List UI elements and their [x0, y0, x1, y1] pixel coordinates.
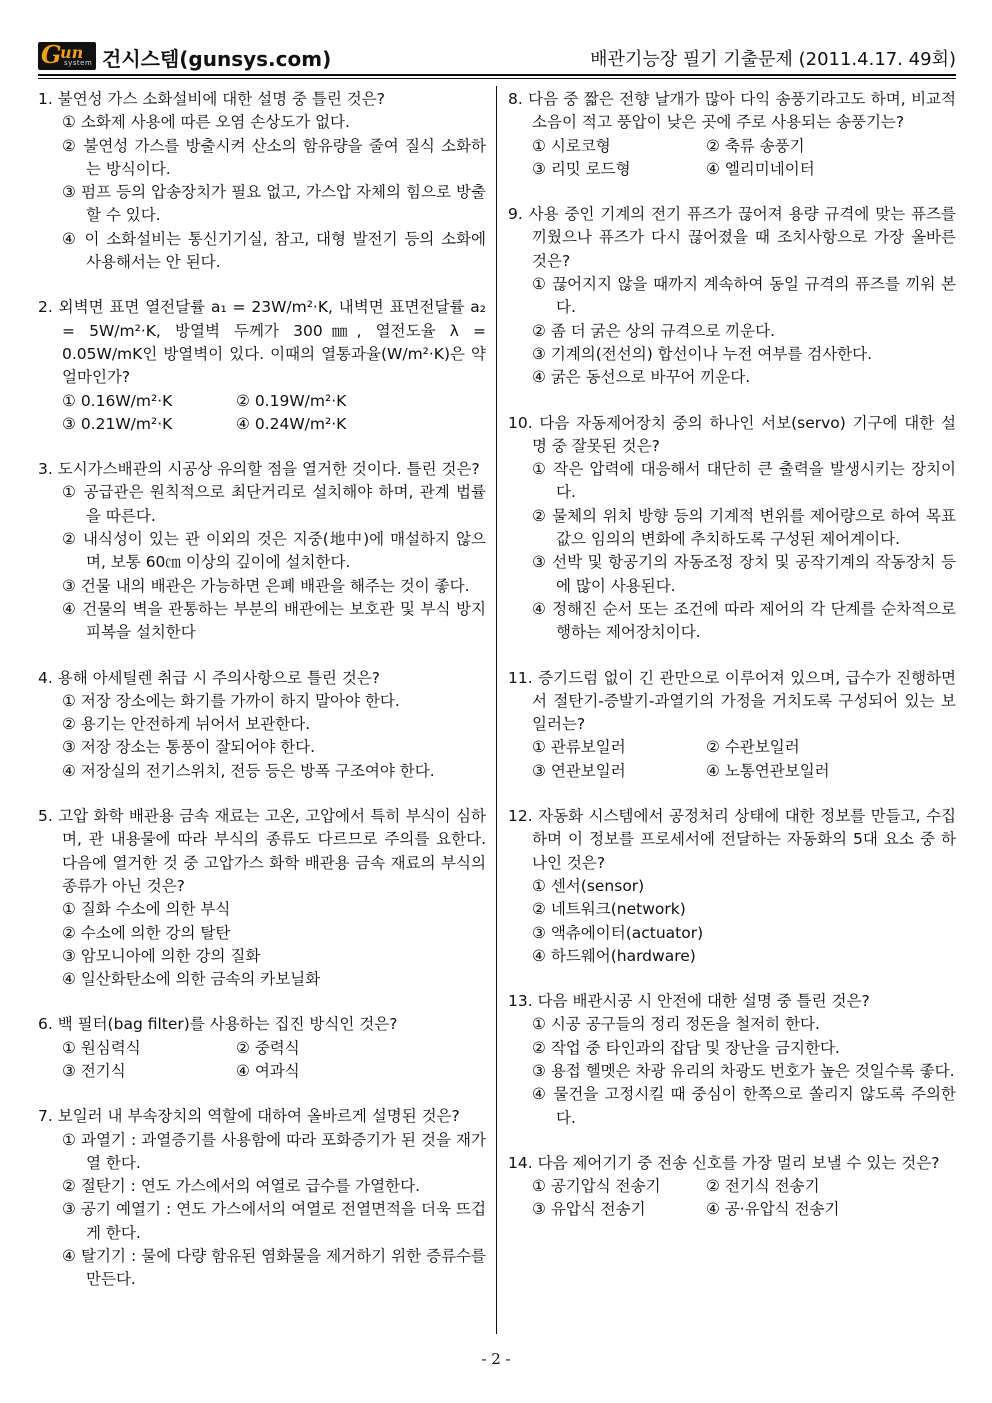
answer-option-row [508, 1198, 956, 1221]
question [508, 203, 956, 389]
answer-option: ④ 굵은 동선으로 바꾸어 끼운다. [532, 368, 751, 387]
answer-option: ③ 건물 내의 배관은 가능하면 은폐 배관을 해주는 것이 좋다. [62, 576, 470, 595]
question [38, 1013, 486, 1083]
answer-option: ① 센서(sensor) [532, 876, 645, 895]
question-stem: 4. 용해 아세틸렌 취급 시 주의사항으로 틀린 것은? [38, 668, 380, 687]
answer-option: ② 네트워크(network) [532, 900, 686, 919]
answer-option: ③ 0.21W/m²·K [62, 414, 173, 433]
answer-option: ① 원심력식 [62, 1038, 141, 1057]
right-column [508, 88, 956, 1244]
answer-option: ① 저장 장소에는 화기를 가까이 하지 말아야 한다. [62, 691, 400, 710]
answer-option: ④ 0.24W/m²·K [236, 414, 347, 433]
question-stem: 2. 외벽면 표면 열전달률 a₁ = 23W/m²·K, 내벽면 표면전달률 a₂ = 5W/m²·K, 방열벽 두께가 300㎜, 열전도율 λ = 0.05W/mK인 방열벽이 있다. 이때의 열통과율(W/m²·K)은 약 얼마인가? [38, 298, 486, 387]
answer-option: ③ 선박 및 항공기의 자동조정 장치 및 공작기계의 작동장치 등에 많이 사용된다. [532, 553, 956, 595]
answer-option: ④ 정해진 순서 또는 조건에 따라 제어의 각 단계를 순차적으로 행하는 제어장치이다. [532, 599, 956, 642]
question [508, 1152, 956, 1222]
question [508, 412, 956, 645]
question-stem: 13. 다음 배관시공 시 안전에 대한 설명 중 틀린 것은? [508, 992, 870, 1011]
question-stem: 1. 불연성 가스 소화설비에 대한 설명 중 틀린 것은? [38, 90, 385, 108]
answer-option: ② 수소에 의한 강의 탈탄 [62, 923, 231, 942]
answer-option: ① 질화 수소에 의한 부식 [62, 900, 231, 919]
column-divider [496, 86, 497, 1334]
answer-option-row [508, 736, 956, 759]
question [38, 458, 486, 644]
question [508, 88, 956, 181]
answer-option: ④ 하드웨어(hardware) [532, 946, 696, 965]
question-stem: 14. 다음 제어기기 중 전송 신호를 가장 멀리 보낼 수 있는 것은? [508, 1153, 940, 1172]
answer-option: ③ 연관보일러 [532, 761, 626, 780]
answer-option: ② 수관보일러 [706, 738, 800, 757]
question [508, 990, 956, 1130]
answer-option: ③ 암모니아에 의한 강의 질화 [62, 946, 261, 965]
answer-option: ④ 일산화탄소에 의한 금속의 카보닐화 [62, 970, 321, 989]
answer-option: ② 물체의 위치 방향 등의 기계적 변위를 제어량으로 하여 목표값으 임의의 변화에 추치하도록 구성된 제어계이다. [532, 506, 956, 549]
exam-title: 배관기능장 필기 기출문제 (2011.4.17. 49회) [590, 49, 956, 70]
answer-option-row [508, 760, 956, 783]
answer-option: ② 불연성 가스를 방출시켜 산소의 함유량을 줄여 질식 소화하는 방식이다. [62, 136, 486, 178]
answer-option-row [38, 390, 486, 413]
answer-option: ① 0.16W/m²·K [62, 391, 173, 410]
page-header [38, 40, 956, 74]
answer-option: ③ 펌프 등의 압송장치가 필요 없고, 가스압 자체의 힘으로 방출할 수 있다. [62, 183, 486, 225]
answer-option-row [508, 158, 956, 181]
answer-option-row [508, 1175, 956, 1198]
site-title: 건시스템(gunsys.com) [102, 47, 332, 71]
question [38, 667, 486, 783]
answer-option: ③ 기계의(전선의) 합선이나 누전 여부를 검사한다. [532, 344, 873, 363]
answer-option-row [508, 135, 956, 158]
answer-option: ④ 공·유압식 전송기 [706, 1200, 840, 1219]
answer-option-row [38, 1037, 486, 1060]
answer-option: ③ 용접 헬멧은 차광 유리의 차광도 번호가 높은 것일수록 좋다. [532, 1061, 955, 1080]
answer-option: ① 시공 공구들의 정리 정돈을 철저히 한다. [532, 1015, 820, 1034]
answer-option: ① 공급관은 원칙적으로 최단거리로 설치해야 하며, 관계 법률을 따른다. [62, 483, 486, 525]
answer-option: ① 소화제 사용에 따른 오염 손상도가 없다. [62, 113, 350, 132]
answer-option: ① 공기압식 전송기 [532, 1177, 661, 1196]
answer-option: ③ 저장 장소는 통풍이 잘되어야 한다. [62, 738, 316, 757]
question-stem: 8. 다음 중 짧은 전향 날개가 많아 다익 송풍기라고도 하며, 비교적 소음이 적고 풍압이 낮은 곳에 주로 사용되는 송풍기는? [508, 90, 956, 132]
header-rule-thin [38, 78, 956, 79]
answer-option: ① 시로코형 [532, 136, 611, 155]
answer-option: ④ 엘리미네이터 [706, 159, 815, 178]
question-stem: 11. 증기드럼 없이 긴 관만으로 이루어져 있으며, 급수가 진행하면서 절탄기-증발기-과열기의 가정을 거치도록 구성되어 있는 보일러는? [508, 668, 956, 734]
question-stem: 10. 다음 자동제어장치 중의 하나인 서보(servo) 기구에 대한 설명 중 잘못된 것은? [508, 413, 956, 455]
answer-option: ④ 노통연관보일러 [706, 761, 830, 780]
question-stem: 12. 자동화 시스템에서 공정처리 상태에 대한 정보를 만들고, 수집하며 이 정보를 프로세서에 전달하는 자동화의 5대 요소 중 하나인 것은? [508, 807, 956, 872]
answer-option: ② 축류 송풍기 [706, 136, 805, 155]
question [508, 805, 956, 968]
question-stem: 3. 도시가스배관의 시공상 유의할 점을 열거한 것이다. 틀린 것은? [38, 460, 480, 479]
answer-option: ① 작은 압력에 대응해서 대단히 큰 출력을 발생시키는 장치이다. [532, 460, 956, 502]
question [38, 88, 486, 274]
answer-option: ④ 건물의 벽을 관통하는 부분의 배관에는 보호관 및 부식 방지 피복을 설치한다 [62, 599, 486, 642]
answer-option: ② 전기식 전송기 [706, 1177, 820, 1196]
brand-logo: G un system [38, 42, 96, 70]
answer-option: ③ 리밋 로드형 [532, 159, 631, 178]
question-stem: 7. 보일러 내 부속장치의 역할에 대하여 올바르게 설명된 것은? [38, 1107, 460, 1126]
answer-option: ① 관류보일러 [532, 738, 626, 757]
answer-option: ② 좀 더 굵은 상의 규격으로 끼운다. [532, 321, 776, 340]
answer-option: ④ 물건을 고정시킬 때 중심이 한쪽으로 쏠리지 않도록 주의한다. [532, 1085, 956, 1127]
answer-option: ② 중력식 [236, 1038, 300, 1057]
answer-option: ② 용기는 안전하게 뉘어서 보관한다. [62, 715, 311, 734]
answer-option: ③ 유압식 전송기 [532, 1200, 646, 1219]
question-stem: 6. 백 필터(bag filter)를 사용하는 집진 방식인 것은? [38, 1015, 398, 1034]
question [38, 296, 486, 436]
question [38, 805, 486, 991]
answer-option: ② 작업 중 타인과의 잡담 및 장난을 금지한다. [532, 1038, 840, 1057]
left-column [38, 88, 486, 1314]
answer-option: ② 내식성이 있는 관 이외의 것은 지중(地中)에 매설하지 않으며, 보통 60㎝ 이상의 깊이에 설치한다. [62, 530, 486, 572]
answer-option: ③ 액츄에이터(actuator) [532, 923, 704, 942]
question [508, 667, 956, 783]
answer-option: ③ 공기 예열기 : 연도 가스에서의 여열로 전열면적을 더욱 뜨겁게 한다. [62, 1200, 486, 1242]
answer-option: ④ 저장실의 전기스위치, 전등 등은 방폭 구조여야 한다. [62, 761, 435, 780]
answer-option: ④ 여과식 [236, 1061, 300, 1080]
answer-option: ② 절탄기 : 연도 가스에서의 여열로 급수를 가열한다. [62, 1177, 420, 1196]
question-stem: 5. 고압 화학 배관용 금속 재료는 고온, 고압에서 특히 부식이 심하며, 관 내용물에 따라 부식의 종류도 다르므로 주의를 요한다. 다음에 열거한 것 중 고압가스 화학 배관용 금속 재료의 부식의 종류가 아닌 것은? [38, 807, 486, 895]
answer-option: ④ 이 소화설비는 통신기기실, 참고, 대형 발전기 등의 소화에 사용해서는 안 된다. [62, 229, 486, 272]
page-number: - 2 - [481, 1350, 511, 1368]
answer-option: ① 과열기 : 과열증기를 사용함에 따라 포화증기가 된 것을 재가열 한다. [62, 1130, 486, 1172]
answer-option-row [38, 1060, 486, 1083]
answer-option: ① 끊어지지 않을 때까지 계속하여 동일 규격의 퓨즈를 끼워 본다. [532, 275, 956, 317]
answer-option: ② 0.19W/m²·K [236, 391, 347, 410]
question [38, 1105, 486, 1291]
question-stem: 9. 사용 중인 기계의 전기 퓨즈가 끊어져 용량 규격에 맞는 퓨즈를 끼웠으나 퓨즈가 다시 끊어졌을 때 조치사항으로 가장 올바른 것은? [508, 205, 956, 270]
answer-option-row [38, 413, 486, 436]
answer-option: ③ 전기식 [62, 1061, 126, 1080]
header-rule [38, 74, 956, 76]
answer-option: ④ 탈기기 : 물에 다량 함유된 염화물을 제거하기 위한 증류수를 만든다. [62, 1247, 486, 1289]
